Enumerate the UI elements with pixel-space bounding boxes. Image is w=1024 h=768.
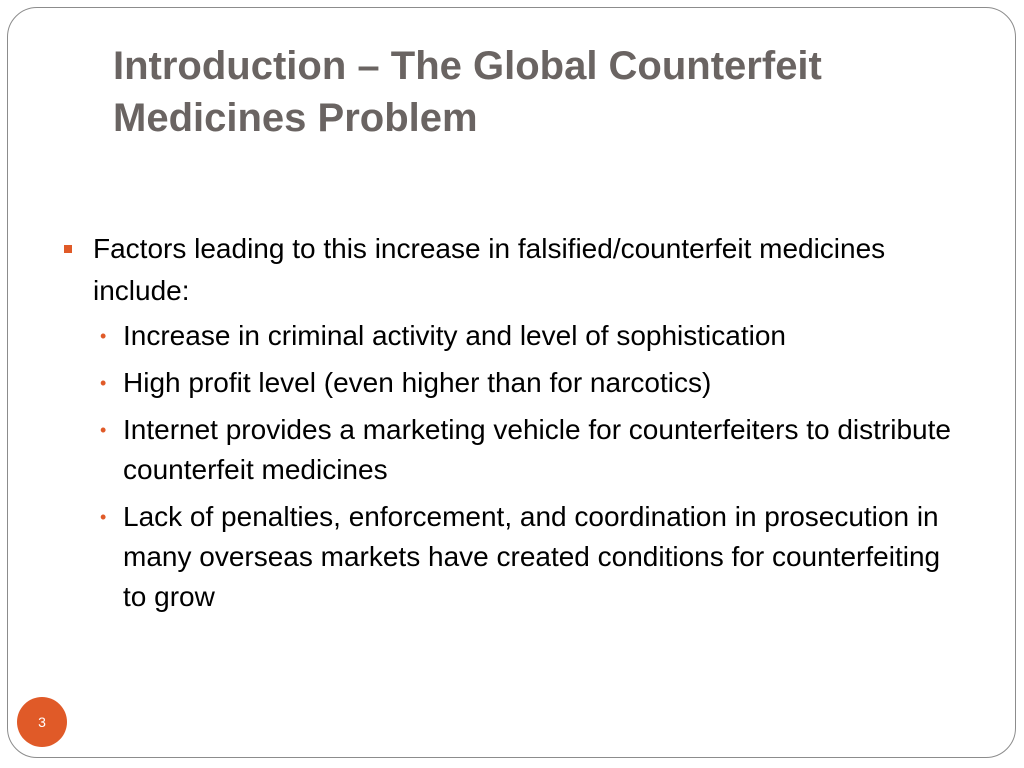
dot-bullet-icon: •: [100, 373, 107, 393]
slide-body: [62, 228, 962, 624]
list-item: [62, 497, 962, 617]
main-bullet-point: [62, 228, 962, 312]
sub-point-text: Internet provides a marketing vehicle for counterfeiters to distribute counterfeit medicines: [123, 414, 951, 485]
main-point-text: Factors leading to this increase in falsified/counterfeit medicines include:: [93, 233, 886, 306]
slide-title: Introduction – The Global Counterfeit Medicines Problem: [113, 44, 822, 140]
list-item: [62, 316, 962, 356]
list-item: [62, 410, 962, 490]
sub-point-list: [62, 316, 962, 617]
dot-bullet-icon: •: [100, 420, 107, 440]
list-item: [62, 363, 962, 403]
sub-point-text: High profit level (even higher than for narcotics): [123, 367, 712, 398]
square-bullet-icon: [64, 245, 72, 253]
dot-bullet-icon: •: [100, 326, 107, 346]
sub-point-text: Lack of penalties, enforcement, and coordination in prosecution in many overseas markets have created conditions for counterfeiting to grow: [123, 501, 941, 612]
sub-point-text: Increase in criminal activity and level of sophistication: [123, 320, 786, 351]
page-number-badge: 3: [17, 697, 67, 747]
dot-bullet-icon: •: [100, 507, 107, 527]
